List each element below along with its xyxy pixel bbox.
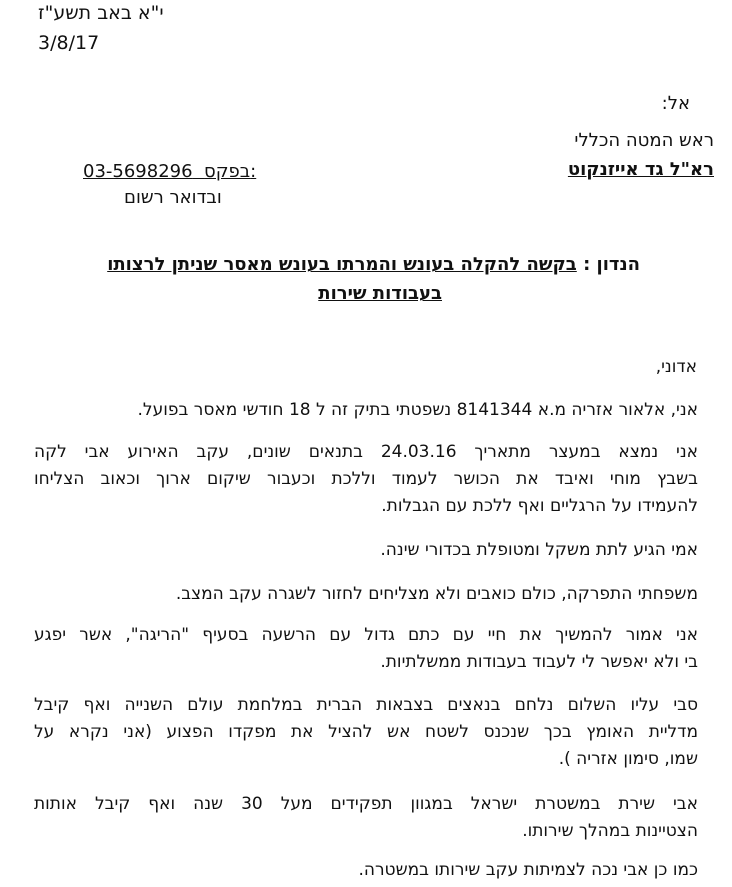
gregorian-date: 3/8/17 xyxy=(38,32,100,54)
paragraph-line: מדליית האומץ בכך שנכנס לשטח אש להציל את מפקדו הפצוע (אני נקרא על xyxy=(34,722,698,742)
subject-line-1: בקשה להקלה בעונש והמרתו בעונש מאסר שניתן לרצותו xyxy=(107,254,577,275)
subject-label: הנדון : xyxy=(583,254,640,275)
fax-label: בפקס: xyxy=(204,161,257,182)
paragraph-line: סבי עליו השלום נלחם בנאצים בצבאות הברית במלחמת עולם השנייה ואף קיבל xyxy=(34,695,698,715)
subject-block xyxy=(107,250,640,308)
fax-line xyxy=(83,161,256,182)
subject-line-2: בעבודות שירות xyxy=(318,283,442,304)
paragraph-8 xyxy=(34,857,698,884)
hebrew-date: י"א באב תשע"ז xyxy=(38,2,164,24)
paragraph-line: אני נמצא במעצר מתאריך 24.03.16 בתנאים שונים, עקב האירוע אבי לקה xyxy=(34,442,698,462)
paragraph-line: כמו כן אבי נכה לצמיתות עקב שירותו במשטרה. xyxy=(358,860,698,880)
paragraph-line: משפחתי התפרקה, כולם כואבים ולא מצליחים לחזור לשגרה עקב המצב. xyxy=(175,584,698,604)
paragraph-6 xyxy=(34,692,698,773)
paragraph-line: בשבץ מוחי ואיבד את הכושר לעמוד וללכת וכעבור שיקום ארוך וכאוב הצליחו xyxy=(34,469,698,489)
paragraph-7 xyxy=(34,791,698,845)
paragraph-2 xyxy=(34,439,698,520)
recipient-role: ראש המטה הכללי xyxy=(574,130,714,151)
paragraph-5 xyxy=(34,622,698,676)
recipient-label: אל: xyxy=(661,93,690,114)
paragraph-line: אמי הגיע לתת משקל ומטופלת בכדורי שינה. xyxy=(380,540,698,560)
registered-mail: ובדואר רשום xyxy=(124,187,222,208)
paragraph-line: אני אמור להמשיך את חיי עם כתם גדול עם הרשעה בסעיף "הריגה", אשר יפגע xyxy=(34,625,698,645)
paragraph-line: בי ולא יאפשר לי לעבוד בעבודות ממשלתיות. xyxy=(380,652,698,672)
paragraph-line: אבי שירת במשטרת ישראל במגוון תפקידים מעל 30 שנה ואף קיבל אותות xyxy=(34,794,698,814)
paragraph-line: להעמידו על הרגליים ואף ללכת עם הגבלות. xyxy=(381,496,698,516)
salutation: אדוני, xyxy=(655,357,697,377)
paragraph-line: הצטיינות במהלך שירותו. xyxy=(522,821,698,841)
paragraph-4 xyxy=(34,581,698,608)
paragraph-3 xyxy=(34,537,698,564)
paragraph-line: שמו, סימון אזריה ). xyxy=(558,749,698,769)
fax-number: 03-5698296 xyxy=(83,161,193,182)
paragraph-1 xyxy=(34,397,698,424)
recipient-name: רא"ל גד אייזנקוט xyxy=(567,159,714,180)
paragraph-line: אני, אלאור אזריה מ.א 8141344 נשפטתי בתיק זה ל 18 חודשי מאסר בפועל. xyxy=(137,400,698,420)
